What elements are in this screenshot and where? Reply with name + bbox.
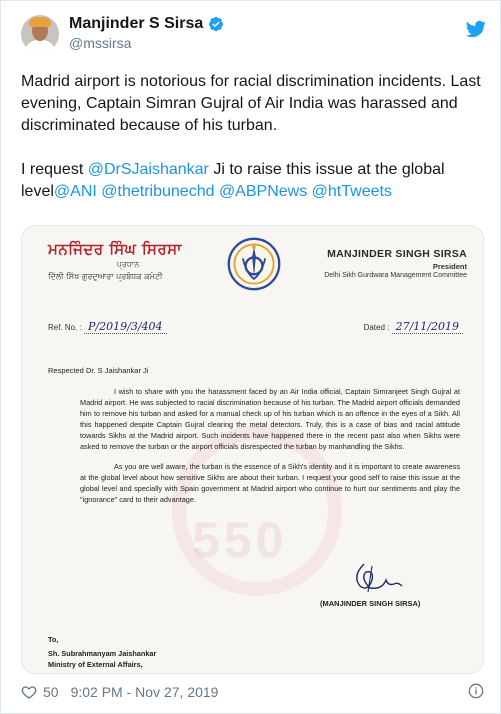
dated-value: 27/11/2019	[392, 320, 463, 334]
avatar[interactable]	[21, 15, 59, 53]
tweet-header	[21, 13, 486, 63]
author-block[interactable]	[69, 15, 224, 51]
watermark-number: 550	[192, 512, 288, 568]
letterhead-english	[297, 248, 467, 279]
letter-image[interactable]	[21, 225, 484, 674]
letter-paragraph-2: As you are well aware, the turban is the essence of a Sikh's identity and it is important to create awareness at the global level about how sensitive Sikhs are about their turban. I request your good self to raise this issue at the global level and specially with Spain government at Madrid airport who continue to hurt our sentiments and play the "ignorance" card to their advantage.	[80, 462, 460, 504]
tweet-footer	[21, 681, 218, 703]
heart-icon[interactable]	[21, 684, 37, 700]
punjabi-name: ਮਨਜਿੰਦਰ ਸਿੰਘ ਸਿਰਸਾ	[48, 240, 182, 258]
tweet-paragraph-1: Madrid airport is notorious for racial discrimination incidents. Last evening, Captain Simran Gujral of Air India was harassed and discriminated because of his turban.	[21, 73, 481, 134]
request-prefix: I request	[21, 161, 88, 178]
twitter-bird-icon[interactable]	[466, 19, 486, 39]
info-icon[interactable]	[468, 683, 484, 699]
english-name: MANJINDER SINGH SIRSA	[327, 248, 467, 260]
signature-scribble	[342, 556, 422, 596]
letter-paragraph-1: I wish to share with you the harassment faced by an Air India official, Captain Simranjeet Singh Gujral at Madrid airport. He was subjected to racial discrimination because of his turban. The Madrid airport officials demanded him to remove his turban and asked for a manual check up of his turban which is an offence in the eyes of a Sikh. All this happened despite Captain Gujral clearing the metal detectors. Truly, this is a case of bias and racial attitude towards Sikhs at the Madrid airport. Such incidents have happened there in the recent past also when Sikhs were asked to remove the turban or the airport officials disrespected the turban by manhandling the Sikhs.	[80, 387, 460, 451]
ref-value: P/2019/3/404	[84, 320, 167, 334]
mention-drsjaishankar[interactable]: @DrSJaishankar	[87, 161, 209, 178]
tweet-timestamp[interactable]: 9:02 PM - Nov 27, 2019	[70, 684, 219, 700]
request-mid: Ji to raise this issue at the global level	[21, 161, 445, 200]
punjabi-title: ਪ੍ਰਧਾਨ	[116, 260, 140, 269]
tweet-paragraph-2	[21, 159, 486, 203]
to-label: To,	[48, 635, 59, 644]
verified-badge-icon	[208, 16, 224, 32]
signatory-name: (MANJINDER SINGH SIRSA)	[320, 599, 421, 608]
khanda-emblem-icon	[226, 236, 282, 292]
addressee-block	[48, 634, 156, 670]
letter-date	[364, 320, 463, 333]
letterhead-punjabi	[48, 240, 208, 282]
like-count[interactable]: 50	[43, 684, 59, 700]
addressee-office: Ministry of External Affairs,	[48, 660, 143, 669]
punjabi-org: ਦਿੱਲੀ ਸਿੱਖ ਗੁਰਦੁਆਰਾ ਪ੍ਰਬੰਧਕ ਕਮੇਟੀ	[48, 272, 163, 281]
dated-label: Dated :	[363, 323, 390, 332]
ref-label: Ref. No. :	[48, 323, 82, 332]
mention-httweets[interactable]: @htTweets	[311, 183, 392, 200]
author-name[interactable]: Manjinder S Sirsa	[69, 15, 204, 32]
mention-abpnews[interactable]: @ABPNews	[218, 183, 308, 200]
letter-body	[80, 386, 460, 514]
english-title: President	[432, 262, 467, 271]
salutation: Respected Dr. S Jaishankar Ji	[48, 366, 149, 375]
addressee-name: Sh. Subrahmanyam Jaishankar	[48, 649, 157, 658]
mention-ani[interactable]: @ANI	[53, 183, 97, 200]
tweet-text	[21, 71, 486, 225]
mention-thetribunechd[interactable]: @thetribunechd	[101, 183, 215, 200]
author-handle[interactable]: @mssirsa	[69, 35, 132, 51]
english-org: Delhi Sikh Gurdwara Management Committee	[324, 272, 467, 279]
reference-number	[48, 320, 167, 333]
